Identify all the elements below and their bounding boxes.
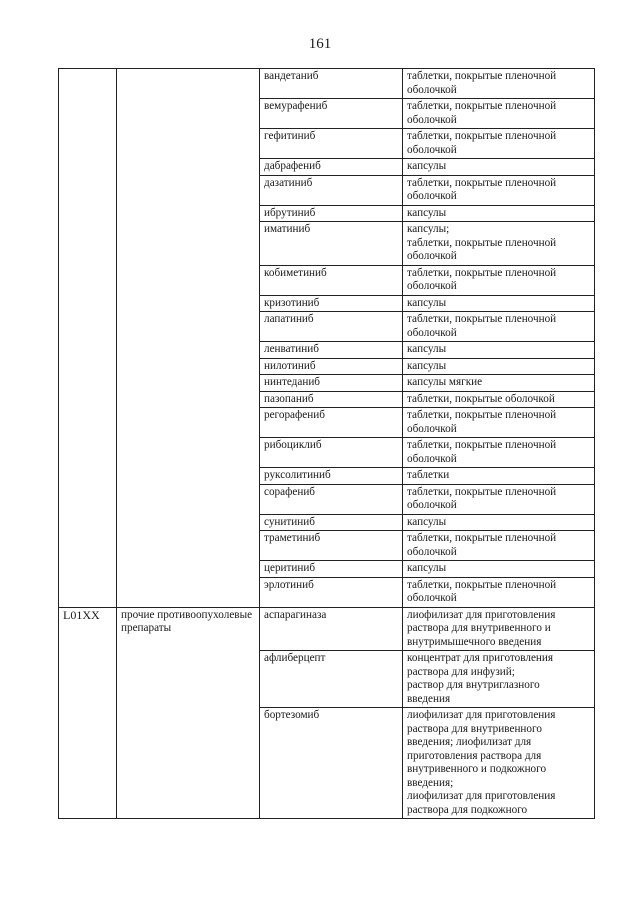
drug-name-cell: пазопаниб [260, 391, 403, 408]
table-row [59, 69, 595, 99]
drug-name-cell: траметиниб [260, 531, 403, 561]
drug-table [58, 68, 595, 819]
dosage-form-cell: таблетки, покрытые пленочной оболочкой [403, 312, 595, 342]
dosage-form-cell: капсулы [403, 342, 595, 359]
drug-name-cell: регорафениб [260, 408, 403, 438]
table-row [59, 607, 595, 651]
drug-name-cell: кобиметиниб [260, 265, 403, 295]
drug-name-cell: ленватиниб [260, 342, 403, 359]
drug-name-cell: дазатиниб [260, 175, 403, 205]
dosage-form-cell: капсулы [403, 159, 595, 176]
drug-name-cell: нинтеданиб [260, 375, 403, 392]
anatomical-group-cell: прочие противоопухолевые препараты [117, 607, 260, 819]
page-number: 161 [308, 36, 332, 52]
anatomical-group-cell [117, 69, 260, 608]
dosage-form-cell: таблетки, покрытые пленочной оболочкой [403, 438, 595, 468]
drug-name-cell: рибоциклиб [260, 438, 403, 468]
drug-name-cell: сорафениб [260, 484, 403, 514]
dosage-form-cell: таблетки, покрытые пленочной оболочкой [403, 484, 595, 514]
drug-name-cell: дабрафениб [260, 159, 403, 176]
drug-name-cell: бортезомиб [260, 708, 403, 819]
drug-name-cell: нилотиниб [260, 358, 403, 375]
dosage-form-cell: капсулы [403, 561, 595, 578]
drug-name-cell: иматиниб [260, 222, 403, 266]
dosage-form-cell: концентрат для приготовления раствора для инфузий; раствор для внутриглазного введения [403, 651, 595, 708]
dosage-form-cell: таблетки, покрытые оболочкой [403, 391, 595, 408]
dosage-form-cell: капсулы [403, 295, 595, 312]
drug-name-cell: вандетаниб [260, 69, 403, 99]
drug-name-cell: аспарагиназа [260, 607, 403, 651]
dosage-form-cell: таблетки, покрытые пленочной оболочкой [403, 531, 595, 561]
drug-name-cell: кризотиниб [260, 295, 403, 312]
drug-name-cell: гефитиниб [260, 129, 403, 159]
atc-code-cell: L01XX [59, 607, 117, 819]
dosage-form-cell: таблетки, покрытые пленочной оболочкой [403, 175, 595, 205]
drug-name-cell: руксолитиниб [260, 468, 403, 485]
dosage-form-cell: таблетки, покрытые пленочной оболочкой [403, 69, 595, 99]
dosage-form-cell: капсулы [403, 358, 595, 375]
drug-name-cell: ибрутиниб [260, 205, 403, 222]
dosage-form-cell: капсулы [403, 205, 595, 222]
drug-name-cell: церитиниб [260, 561, 403, 578]
atc-code-cell [59, 69, 117, 608]
drug-name-cell: сунитиниб [260, 514, 403, 531]
dosage-form-cell: таблетки, покрытые пленочной оболочкой [403, 99, 595, 129]
drug-name-cell: эрлотиниб [260, 577, 403, 607]
dosage-form-cell: лиофилизат для приготовления раствора для внутривенного и внутримышечного введения [403, 607, 595, 651]
dosage-form-cell: таблетки, покрытые пленочной оболочкой [403, 265, 595, 295]
dosage-form-cell: лиофилизат для приготовления раствора для внутривенного введения; лиофилизат для приготовления раствора для внутривенного и подкожного введения; лиофилизат для приготовления раствора для подкожного [403, 708, 595, 819]
drug-name-cell: афлиберцепт [260, 651, 403, 708]
dosage-form-cell: капсулы [403, 514, 595, 531]
drug-name-cell: вемурафениб [260, 99, 403, 129]
dosage-form-cell: таблетки, покрытые пленочной оболочкой [403, 577, 595, 607]
dosage-form-cell: таблетки, покрытые пленочной оболочкой [403, 408, 595, 438]
dosage-form-cell: таблетки [403, 468, 595, 485]
dosage-form-cell: капсулы; таблетки, покрытые пленочной оболочкой [403, 222, 595, 266]
drug-name-cell: лапатиниб [260, 312, 403, 342]
dosage-form-cell: капсулы мягкие [403, 375, 595, 392]
dosage-form-cell: таблетки, покрытые пленочной оболочкой [403, 129, 595, 159]
